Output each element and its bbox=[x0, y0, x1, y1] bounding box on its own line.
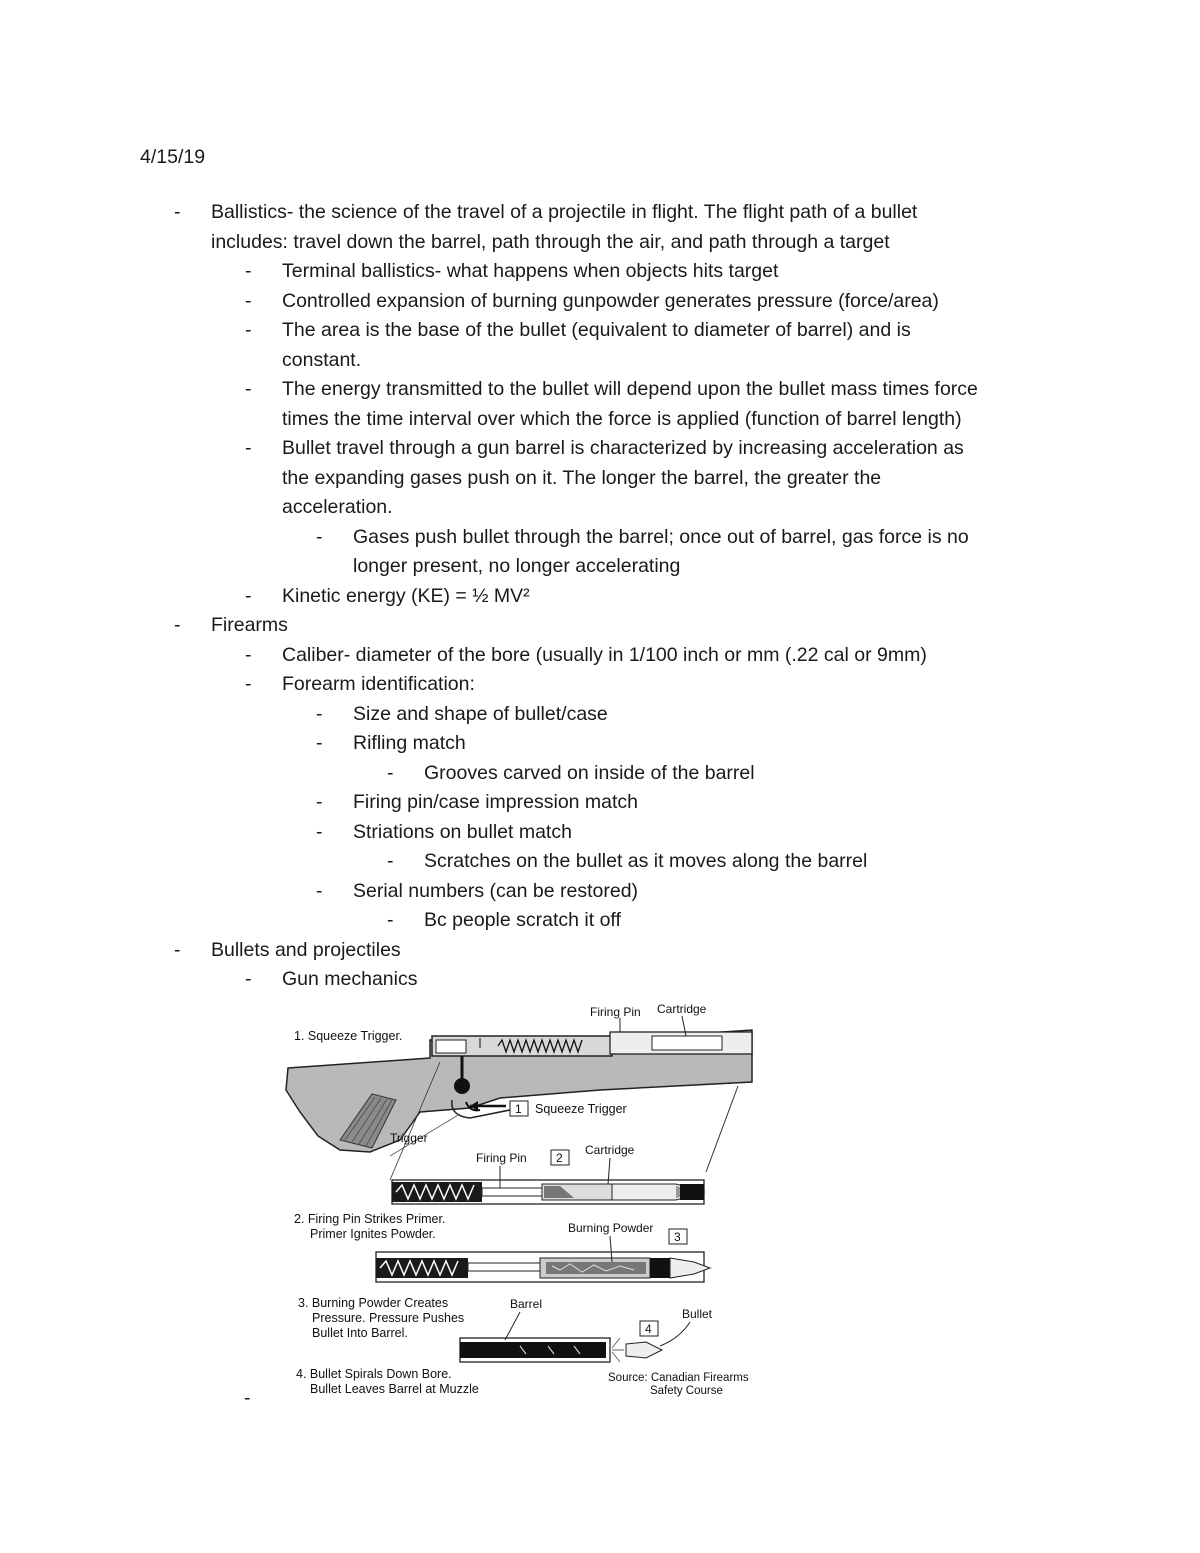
cartridge-panel-2 bbox=[392, 1180, 704, 1204]
list-item-text: Ballistics- the science of the travel of a projectile in flight. The flight path of a bullet bbox=[211, 201, 918, 223]
list-item-text: includes: travel down the barrel, path through the air, and path through a target bbox=[211, 230, 890, 253]
list-item-text: Firearms bbox=[211, 614, 288, 636]
trigger-label: Trigger bbox=[390, 1131, 428, 1145]
firing-pin-label-2: Firing Pin bbox=[476, 1151, 527, 1165]
step-2-label-line-2: Primer Ignites Powder. bbox=[310, 1227, 436, 1241]
list-dash: - bbox=[316, 820, 323, 843]
list-item-text: Scratches on the bullet as it moves along the barrel bbox=[424, 850, 868, 872]
source-label-line-2: Safety Course bbox=[650, 1385, 723, 1397]
list-item-text: Kinetic energy (KE) = ½ MV² bbox=[282, 584, 530, 607]
barrel-label: Barrel bbox=[510, 1297, 543, 1311]
list-dash: - bbox=[245, 289, 252, 312]
list-item-text: Striations on bullet match bbox=[353, 820, 572, 843]
step-4-label-line-2: Bullet Leaves Barrel at Muzzle bbox=[310, 1382, 479, 1396]
list-dash: - bbox=[316, 732, 323, 754]
burning-powder-label: Burning Powder bbox=[568, 1221, 654, 1235]
list-item-text: Gases push bullet through the barrel; once out of barrel, gas force is no bbox=[353, 525, 969, 548]
list-dash: - bbox=[245, 673, 252, 695]
list-dash: - bbox=[245, 378, 252, 400]
list-dash: - bbox=[174, 938, 181, 961]
list-item-text: Bullet travel through a gun barrel is characterized by increasing acceleration as bbox=[282, 437, 964, 459]
list-item-text: the expanding gases push on it. The longer the barrel, the greater the bbox=[282, 466, 882, 489]
list-dash: - bbox=[245, 968, 252, 990]
list-dash: - bbox=[387, 909, 394, 931]
step-badge-3-number: 3 bbox=[674, 1230, 681, 1244]
step-3-label-line-2: Pressure. Pressure Pushes bbox=[312, 1311, 465, 1325]
bullet-label: Bullet bbox=[682, 1307, 713, 1321]
list-item-text: Bullets and projectiles bbox=[211, 938, 401, 961]
list-item-text: constant. bbox=[282, 348, 362, 371]
squeeze-trigger-label: Squeeze Trigger bbox=[535, 1102, 627, 1116]
list-item-text: Gun mechanics bbox=[282, 968, 418, 990]
cartridge-panel-3 bbox=[376, 1252, 710, 1282]
step-badge-4-number: 4 bbox=[645, 1322, 652, 1336]
list-item-text: Forearm identification: bbox=[282, 673, 475, 695]
list-item-text: Firing pin/case impression match bbox=[353, 791, 639, 813]
firing-pin-label-top: Firing Pin bbox=[590, 1005, 641, 1019]
step-3-label-line-3: Bullet Into Barrel. bbox=[312, 1326, 408, 1340]
list-item-text: The area is the base of the bullet (equivalent to diameter of barrel) and is bbox=[282, 319, 911, 341]
cartridge-label-2: Cartridge bbox=[585, 1143, 635, 1157]
list-item-text: Caliber- diameter of the bore (usually in 1/100 inch or mm (.22 cal or 9mm) bbox=[282, 643, 927, 666]
gun-mechanics-diagram bbox=[282, 998, 762, 1400]
list-item-text: Grooves carved on inside of the barrel bbox=[424, 761, 755, 784]
list-dash: - bbox=[316, 879, 323, 902]
list-item-text: Rifling match bbox=[353, 732, 466, 754]
list-dash: - bbox=[387, 850, 394, 872]
date-heading: 4/15/19 bbox=[140, 146, 206, 168]
list-dash: - bbox=[245, 584, 252, 607]
list-item-text: times the time interval over which the force is applied (function of barrel length) bbox=[282, 407, 962, 430]
step-1-label: 1. Squeeze Trigger. bbox=[294, 1029, 403, 1043]
list-item-text: longer present, no longer accelerating bbox=[353, 555, 681, 577]
list-item-text: Size and shape of bullet/case bbox=[353, 702, 608, 725]
list-dash: - bbox=[245, 437, 252, 459]
list-dash: - bbox=[316, 525, 323, 548]
list-dash: - bbox=[245, 319, 252, 341]
step-badge-1-number: 1 bbox=[515, 1102, 522, 1116]
list-item-text: Serial numbers (can be restored) bbox=[353, 879, 639, 902]
step-2-label-line-1: 2. Firing Pin Strikes Primer. bbox=[294, 1212, 446, 1226]
step-badge-2-number: 2 bbox=[556, 1151, 563, 1165]
list-dash: - bbox=[387, 761, 394, 784]
list-item-text: acceleration. bbox=[282, 496, 393, 518]
list-item-text: Bc people scratch it off bbox=[424, 909, 621, 931]
list-dash: - bbox=[316, 702, 323, 725]
cartridge-label-top: Cartridge bbox=[657, 1002, 707, 1016]
list-item-text: Terminal ballistics- what happens when objects hits target bbox=[282, 260, 779, 282]
list-dash: - bbox=[245, 643, 252, 666]
list-dash: - bbox=[245, 260, 252, 282]
list-dash: - bbox=[174, 614, 181, 636]
step-3-label-line-1: 3. Burning Powder Creates bbox=[298, 1296, 449, 1310]
list-dash: - bbox=[174, 201, 181, 223]
list-item-text: The energy transmitted to the bullet will depend upon the bullet mass times force bbox=[282, 378, 978, 400]
step-4-label-line-1: 4. Bullet Spirals Down Bore. bbox=[296, 1367, 452, 1381]
list-dash: - bbox=[316, 791, 323, 813]
trailing-dash: - bbox=[244, 1387, 251, 1409]
list-item-text: Controlled expansion of burning gunpowder generates pressure (force/area) bbox=[282, 289, 939, 312]
source-label-line-1: Source: Canadian Firearms bbox=[608, 1372, 749, 1384]
barrel-panel-4 bbox=[460, 1338, 662, 1362]
